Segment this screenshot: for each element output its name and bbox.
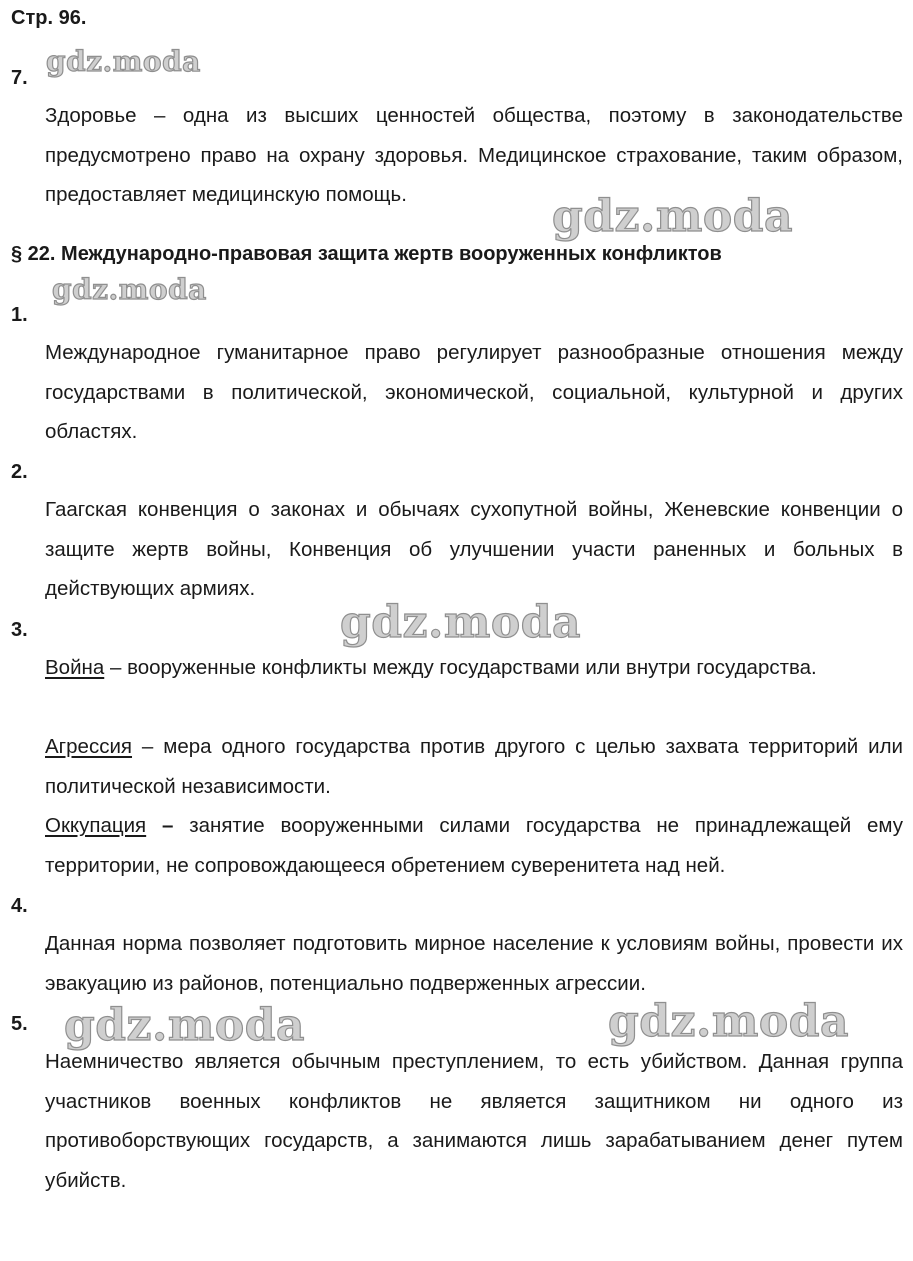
definition-okkupatsiya: занятие вооруженными силами государства не принадлежащей ему территории, не сопровождающееся обретением суверенитета над ней.	[45, 814, 904, 877]
term-okkupatsiya: Оккупация	[45, 814, 147, 837]
watermark-logo: gdz.moda	[608, 996, 850, 1047]
watermark-logo: gdz.moda	[64, 1000, 306, 1051]
watermark-logo: gdz.moda	[46, 45, 201, 78]
watermark-logo: gdz.moda	[552, 191, 794, 242]
answer-5-text: Наемничество является обычным преступлением, то есть убийством. Данная группа участников военных конфликтов не является защитником ни одного из противоборствующих государств, а занимаются лишь зарабатыванием денег путем убийств.	[45, 1050, 903, 1192]
question-number-1: 1.	[11, 304, 28, 326]
term-voyna: Война	[45, 656, 105, 679]
question-number-3: 3.	[11, 619, 28, 641]
term-definition-okkupatsiya	[45, 806, 903, 885]
question-number-5: 5.	[11, 1013, 28, 1035]
answer-7-text: Здоровье – одна из высших ценностей общества, поэтому в законодательстве предусмотрено право на охрану здоровья. Медицинское страхование, таким образом, предоставляет медицинскую помощь.	[45, 104, 903, 206]
watermark-logo: gdz.moda	[52, 273, 207, 306]
definition-voyna: вооруженные конфликты между государствами или внутри государства.	[127, 656, 817, 679]
question-number-7: 7.	[11, 67, 28, 89]
answer-4-text: Данная норма позволяет подготовить мирное население к условиям войны, провести их эвакуацию из районов, потенциально подверженных агрессии.	[45, 932, 903, 995]
question-number-4: 4.	[11, 895, 28, 917]
page-label: Стр. 96.	[11, 7, 87, 29]
section-title: § 22. Международно-правовая защита жертв вооруженных конфликтов	[11, 243, 722, 265]
watermark-logo: gdz.moda	[340, 597, 582, 648]
answer-2-text: Гаагская конвенция о законах и обычаях сухопутной войны, Женевские конвенции о защите жертв войны, Конвенция об улучшении участи раненных и больных в действующих армиях.	[45, 498, 903, 600]
term-agressiya: Агрессия	[45, 735, 133, 758]
answer-1-text: Международное гуманитарное право регулирует разнообразные отношения между государствами в политической, экономической, социальной, культурной и других областях.	[45, 341, 903, 443]
term-dash: –	[109, 656, 122, 679]
definition-agressiya: мера одного государства против другого с целью захвата территорий или политической независимости.	[45, 735, 904, 798]
term-dash: –	[141, 735, 154, 758]
term-definition-agressiya	[45, 727, 903, 806]
term-dash: –	[161, 814, 174, 837]
term-definition-voyna	[45, 648, 903, 688]
question-number-2: 2.	[11, 461, 28, 483]
